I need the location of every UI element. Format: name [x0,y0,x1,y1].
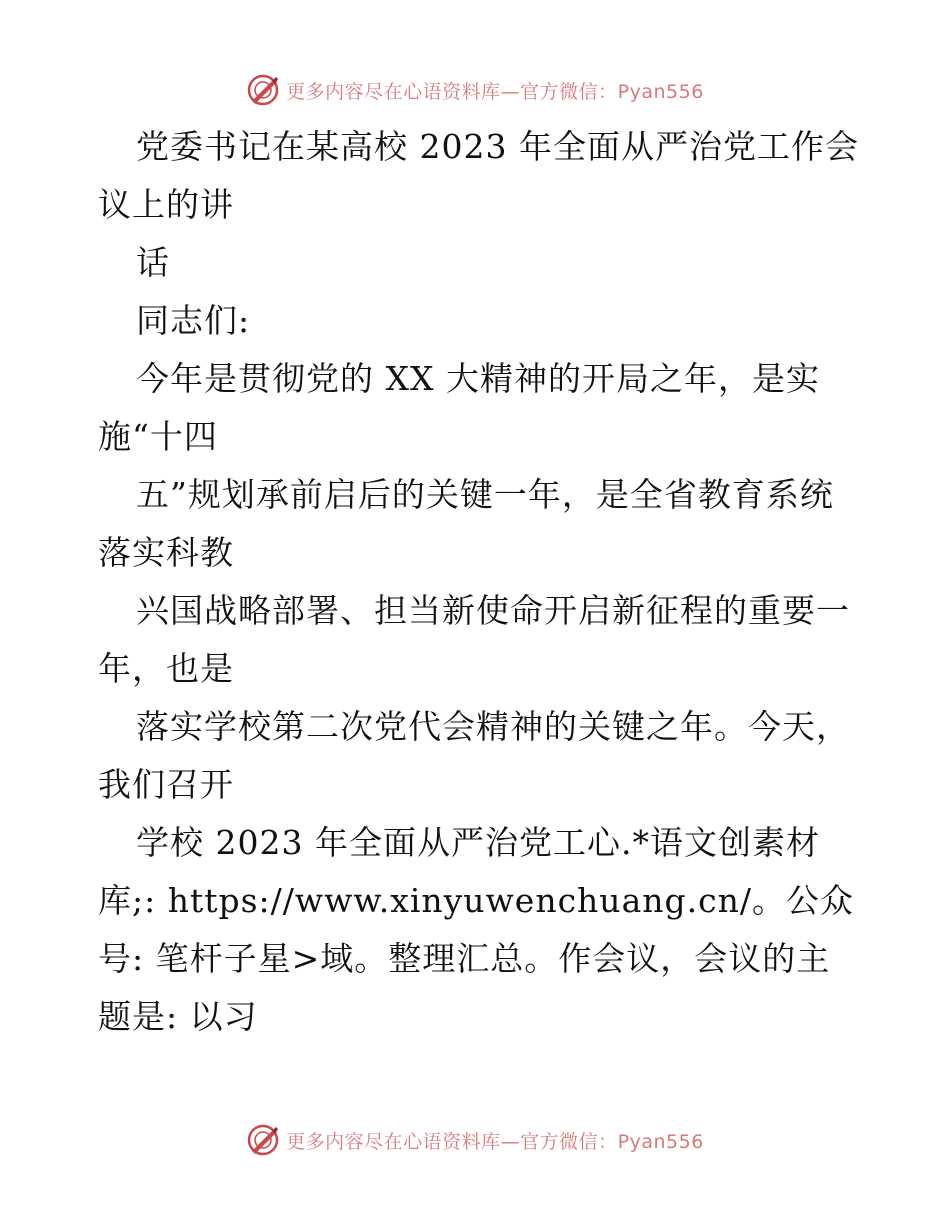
text-line: 话 [136,243,170,282]
text-line: 今年是贯彻党的 XX 大精神的开局之年，是实 [136,359,820,398]
watermark-text: 更多内容尽在心语资料库—官方微信：Pyan556 [286,1130,704,1153]
text-line: 题是: 以习 [98,997,258,1036]
text-line: 学校 2023 年全面从严治党工心.*语文创素材 [136,823,820,862]
watermark-text: 更多内容尽在心语资料库—官方微信：Pyan556 [286,80,704,103]
text-line: 落实学校第二次党代会精神的关键之年。今天， [136,707,850,746]
text-line: 兴国战略部署、担当新使命开启新征程的重要一 [136,591,850,630]
watermark-footer [0,1120,950,1160]
text-line: 五”规划承前启后的关键一年，是全省教育系统 [136,475,834,514]
text-line: 库;: https://www.xinyuwenchuang.cn/。公众 [98,881,854,920]
text-line: 落实科教 [98,533,234,572]
seal-pen-logo-icon [246,73,280,107]
text-line: 我们召开 [98,765,234,804]
document-body [98,118,858,1046]
text-line: 党委书记在某高校 2023 年全面从严治党工作会 [136,127,859,166]
seal-pen-logo-icon [246,1123,280,1157]
text-line: 议上的讲 [98,185,234,224]
text-line: 年，也是 [98,649,234,688]
text-line: 号: 笔杆子星>域。整理汇总。作会议，会议的主 [98,939,831,978]
watermark-header [0,70,950,110]
text-line: 同志们: [136,301,251,340]
text-line: 施“十四 [98,417,218,456]
